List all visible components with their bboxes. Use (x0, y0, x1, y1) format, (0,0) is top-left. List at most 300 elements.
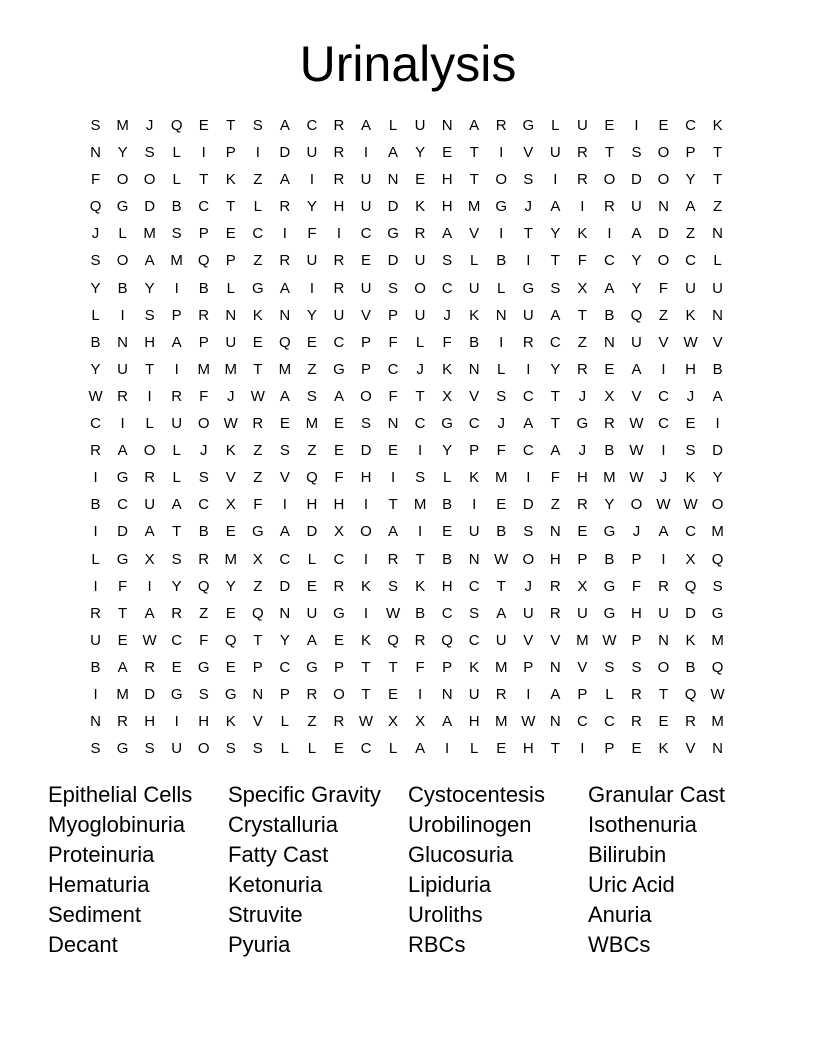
grid-letter[interactable]: J (578, 387, 587, 405)
grid-letter[interactable]: N (225, 306, 237, 324)
grid-letter[interactable]: T (172, 523, 182, 541)
grid-letter[interactable]: T (388, 658, 398, 676)
grid-letter[interactable]: S (388, 279, 399, 297)
grid-letter[interactable]: K (685, 306, 696, 324)
grid-letter[interactable]: F (415, 658, 425, 676)
grid-letter[interactable]: X (333, 523, 344, 541)
grid-letter[interactable]: D (144, 198, 156, 216)
grid-letter[interactable]: J (686, 387, 695, 405)
grid-letter[interactable]: B (415, 604, 426, 622)
grid-letter[interactable]: R (333, 713, 345, 731)
grid-letter[interactable]: P (333, 658, 344, 676)
grid-letter[interactable]: I (580, 740, 585, 758)
grid-letter[interactable]: P (631, 631, 642, 649)
grid-letter[interactable]: A (685, 198, 696, 216)
grid-letter[interactable]: T (361, 658, 371, 676)
grid-letter[interactable]: L (388, 117, 398, 134)
grid-letter[interactable]: K (225, 442, 236, 460)
grid-letter[interactable]: G (522, 117, 535, 134)
grid-letter[interactable]: X (415, 713, 426, 731)
grid-letter[interactable]: U (306, 604, 318, 622)
grid-letter[interactable]: S (171, 550, 182, 568)
grid-letter[interactable]: T (604, 144, 614, 162)
grid-letter[interactable]: A (144, 523, 155, 541)
grid-letter[interactable]: W (683, 333, 698, 351)
grid-letter[interactable]: P (442, 658, 453, 676)
grid-letter[interactable]: W (88, 387, 103, 405)
grid-letter[interactable]: G (116, 469, 129, 487)
grid-letter[interactable]: C (279, 550, 291, 568)
grid-letter[interactable]: K (685, 469, 696, 487)
grid-letter[interactable]: S (144, 144, 155, 162)
grid-letter[interactable]: Z (577, 333, 587, 351)
grid-letter[interactable]: X (604, 387, 615, 405)
grid-letter[interactable]: G (333, 604, 345, 622)
grid-letter[interactable]: R (414, 631, 426, 649)
grid-letter[interactable]: K (469, 306, 480, 324)
grid-letter[interactable]: W (629, 415, 644, 433)
grid-letter[interactable]: T (658, 685, 669, 703)
grid-letter[interactable]: H (441, 198, 453, 216)
grid-letter[interactable]: G (603, 523, 616, 541)
grid-letter[interactable]: K (658, 740, 669, 758)
grid-letter[interactable]: C (441, 604, 453, 622)
grid-letter[interactable]: S (631, 144, 642, 162)
grid-letter[interactable]: G (251, 279, 264, 297)
grid-letter[interactable]: C (468, 631, 480, 649)
grid-letter[interactable]: N (387, 171, 399, 189)
grid-letter[interactable]: W (223, 415, 238, 433)
grid-letter[interactable]: A (117, 442, 128, 460)
grid-letter[interactable]: T (253, 631, 263, 649)
grid-letter[interactable]: N (252, 685, 264, 703)
grid-letter[interactable]: L (551, 117, 560, 134)
grid-letter[interactable]: N (468, 550, 480, 568)
grid-letter[interactable]: R (414, 225, 426, 243)
grid-letter[interactable]: U (631, 333, 642, 351)
grid-letter[interactable]: S (604, 658, 615, 676)
grid-letter[interactable]: Q (224, 631, 237, 649)
grid-letter[interactable]: P (685, 144, 696, 162)
grid-letter[interactable]: P (360, 360, 371, 378)
grid-letter[interactable]: E (360, 252, 371, 270)
grid-letter[interactable]: C (549, 333, 561, 351)
grid-letter[interactable]: I (255, 144, 260, 162)
grid-letter[interactable]: W (629, 442, 644, 460)
grid-letter[interactable]: E (225, 523, 236, 541)
grid-letter[interactable]: I (418, 442, 423, 460)
grid-letter[interactable]: P (198, 333, 209, 351)
grid-letter[interactable]: Y (442, 442, 453, 460)
grid-letter[interactable]: T (577, 306, 587, 324)
grid-letter[interactable]: N (468, 360, 480, 378)
grid-letter[interactable]: U (171, 415, 183, 433)
grid-letter[interactable]: U (414, 306, 426, 324)
grid-letter[interactable]: A (415, 740, 426, 758)
grid-letter[interactable]: H (144, 333, 156, 351)
grid-letter[interactable]: O (657, 252, 670, 270)
grid-letter[interactable]: I (120, 415, 125, 433)
grid-letter[interactable]: K (225, 713, 236, 731)
grid-letter[interactable]: C (576, 713, 588, 731)
grid-letter[interactable]: B (604, 306, 615, 324)
grid-letter[interactable]: I (661, 442, 666, 460)
grid-letter[interactable]: A (144, 604, 155, 622)
grid-letter[interactable]: Y (90, 360, 101, 378)
grid-letter[interactable]: Z (253, 577, 263, 595)
grid-letter[interactable]: T (226, 198, 236, 216)
grid-letter[interactable]: F (253, 496, 263, 514)
grid-letter[interactable]: R (279, 198, 291, 216)
grid-letter[interactable]: M (413, 496, 427, 514)
grid-letter[interactable]: O (495, 171, 508, 189)
grid-letter[interactable]: A (496, 604, 507, 622)
grid-letter[interactable]: S (144, 740, 155, 758)
grid-letter[interactable]: Z (307, 713, 317, 731)
grid-letter[interactable]: L (497, 360, 506, 378)
grid-letter[interactable]: K (360, 631, 371, 649)
grid-letter[interactable]: I (445, 740, 450, 758)
grid-letter[interactable]: U (360, 198, 372, 216)
grid-letter[interactable]: A (442, 713, 453, 731)
grid-letter[interactable]: A (279, 171, 290, 189)
grid-letter[interactable]: M (278, 360, 292, 378)
grid-letter[interactable]: Q (630, 306, 643, 324)
grid-letter[interactable]: C (279, 658, 291, 676)
grid-letter[interactable]: R (495, 117, 507, 134)
grid-letter[interactable]: I (661, 360, 666, 378)
grid-letter[interactable]: H (522, 740, 534, 758)
grid-letter[interactable]: D (306, 523, 318, 541)
grid-letter[interactable]: M (494, 469, 508, 487)
grid-letter[interactable]: G (603, 604, 616, 622)
grid-letter[interactable]: W (710, 685, 725, 703)
grid-letter[interactable]: A (631, 360, 642, 378)
grid-letter[interactable]: N (279, 306, 291, 324)
grid-letter[interactable]: J (91, 225, 100, 243)
grid-letter[interactable]: J (632, 523, 641, 541)
grid-letter[interactable]: S (252, 740, 263, 758)
grid-letter[interactable]: V (631, 387, 642, 405)
grid-letter[interactable]: E (658, 713, 669, 731)
grid-letter[interactable]: K (469, 469, 480, 487)
grid-letter[interactable]: K (685, 631, 696, 649)
grid-letter[interactable]: Y (685, 171, 696, 189)
grid-letter[interactable]: I (93, 577, 98, 595)
grid-letter[interactable]: R (198, 306, 210, 324)
grid-letter[interactable]: M (494, 713, 508, 731)
grid-letter[interactable]: S (685, 442, 696, 460)
grid-letter[interactable]: Y (90, 279, 101, 297)
grid-letter[interactable]: I (93, 469, 98, 487)
grid-letter[interactable]: L (172, 171, 181, 189)
grid-letter[interactable]: N (441, 685, 453, 703)
grid-letter[interactable]: M (711, 631, 724, 649)
grid-letter[interactable]: F (199, 387, 209, 405)
grid-letter[interactable]: U (468, 523, 480, 541)
grid-letter[interactable]: M (603, 469, 616, 487)
grid-letter[interactable]: N (712, 306, 724, 324)
grid-letter[interactable]: A (631, 225, 642, 243)
grid-letter[interactable]: H (576, 469, 588, 487)
grid-letter[interactable]: S (198, 685, 209, 703)
grid-letter[interactable]: F (90, 171, 101, 189)
grid-letter[interactable]: S (360, 415, 371, 433)
grid-letter[interactable]: S (252, 117, 263, 134)
grid-letter[interactable]: S (306, 387, 317, 405)
grid-letter[interactable]: C (387, 360, 399, 378)
grid-letter[interactable]: S (388, 577, 399, 595)
grid-letter[interactable]: R (117, 713, 128, 731)
grid-letter[interactable]: N (603, 333, 615, 351)
grid-letter[interactable]: E (415, 171, 426, 189)
grid-letter[interactable]: J (497, 415, 505, 433)
grid-letter[interactable]: C (414, 415, 426, 433)
grid-letter[interactable]: V (252, 713, 263, 731)
grid-letter[interactable]: O (711, 496, 724, 514)
grid-letter[interactable]: E (333, 442, 344, 460)
grid-letter[interactable]: C (360, 740, 372, 758)
grid-letter[interactable]: B (604, 442, 615, 460)
grid-letter[interactable]: O (360, 387, 372, 405)
grid-letter[interactable]: R (90, 442, 101, 460)
grid-letter[interactable]: P (631, 550, 642, 568)
grid-letter[interactable]: O (657, 171, 670, 189)
grid-letter[interactable]: G (387, 225, 399, 243)
grid-letter[interactable]: Y (117, 144, 128, 162)
grid-letter[interactable]: I (526, 685, 531, 703)
grid-letter[interactable]: C (468, 415, 480, 433)
grid-letter[interactable]: L (388, 740, 398, 758)
grid-letter[interactable]: W (683, 496, 698, 514)
grid-letter[interactable]: K (415, 198, 426, 216)
grid-letter[interactable]: D (387, 252, 399, 270)
grid-letter[interactable]: E (117, 631, 128, 649)
grid-letter[interactable]: T (496, 577, 506, 595)
grid-letter[interactable]: C (333, 550, 345, 568)
grid-letter[interactable]: Y (171, 577, 182, 595)
grid-letter[interactable]: H (549, 550, 561, 568)
grid-letter[interactable]: V (279, 469, 290, 487)
grid-letter[interactable]: P (577, 685, 588, 703)
grid-letter[interactable]: O (414, 279, 426, 297)
grid-letter[interactable]: J (659, 469, 668, 487)
grid-letter[interactable]: G (116, 740, 129, 758)
grid-letter[interactable]: V (577, 658, 588, 676)
grid-letter[interactable]: N (658, 198, 669, 216)
grid-letter[interactable]: A (712, 387, 723, 405)
grid-letter[interactable]: K (252, 306, 263, 324)
grid-letter[interactable]: A (306, 631, 317, 649)
grid-letter[interactable]: G (522, 279, 535, 297)
grid-letter[interactable]: L (280, 713, 290, 731)
grid-letter[interactable]: N (90, 144, 101, 162)
grid-letter[interactable]: I (363, 496, 369, 514)
grid-letter[interactable]: Q (441, 631, 453, 649)
grid-letter[interactable]: C (522, 442, 534, 460)
grid-letter[interactable]: U (576, 117, 588, 134)
grid-letter[interactable]: F (307, 225, 317, 243)
grid-letter[interactable]: P (469, 442, 480, 460)
grid-letter[interactable]: B (90, 658, 101, 676)
grid-letter[interactable]: I (174, 279, 179, 297)
grid-letter[interactable]: U (333, 306, 345, 324)
grid-letter[interactable]: Z (253, 442, 263, 460)
grid-letter[interactable]: C (90, 415, 101, 433)
grid-letter[interactable]: S (469, 604, 480, 622)
grid-letter[interactable]: R (631, 713, 642, 731)
grid-letter[interactable]: T (226, 117, 236, 134)
grid-letter[interactable]: Y (712, 469, 723, 487)
grid-letter[interactable]: C (441, 279, 453, 297)
grid-letter[interactable]: F (388, 333, 398, 351)
grid-letter[interactable]: Z (550, 496, 560, 514)
grid-letter[interactable]: T (253, 360, 263, 378)
grid-letter[interactable]: I (120, 306, 125, 324)
grid-letter[interactable]: B (469, 333, 480, 351)
grid-letter[interactable]: R (333, 252, 345, 270)
grid-letter[interactable]: Q (387, 631, 399, 649)
grid-letter[interactable]: T (550, 740, 560, 758)
grid-letter[interactable]: I (363, 550, 369, 568)
grid-letter[interactable]: M (143, 225, 156, 243)
grid-letter[interactable]: O (143, 171, 156, 189)
grid-letter[interactable]: J (524, 198, 533, 216)
grid-letter[interactable]: E (496, 496, 507, 514)
grid-letter[interactable]: L (172, 469, 181, 487)
grid-letter[interactable]: S (90, 740, 101, 758)
grid-letter[interactable]: A (550, 306, 561, 324)
grid-letter[interactable]: U (468, 279, 480, 297)
grid-letter[interactable]: G (251, 523, 264, 541)
grid-letter[interactable]: X (442, 387, 453, 405)
grid-letter[interactable]: M (711, 713, 724, 731)
grid-letter[interactable]: G (116, 198, 129, 216)
grid-letter[interactable]: O (630, 496, 643, 514)
grid-letter[interactable]: I (418, 685, 423, 703)
grid-letter[interactable]: K (712, 117, 723, 134)
grid-letter[interactable]: S (523, 523, 534, 541)
grid-letter[interactable]: H (333, 496, 345, 514)
grid-letter[interactable]: A (171, 333, 182, 351)
grid-letter[interactable]: U (360, 279, 372, 297)
grid-letter[interactable]: E (442, 523, 453, 541)
grid-letter[interactable]: Y (144, 279, 155, 297)
grid-letter[interactable]: Q (251, 604, 264, 622)
grid-letter[interactable]: D (117, 523, 128, 541)
grid-letter[interactable]: W (358, 713, 374, 731)
grid-letter[interactable]: I (553, 171, 558, 189)
grid-letter[interactable]: I (93, 685, 98, 703)
grid-letter[interactable]: C (468, 577, 480, 595)
grid-letter[interactable]: T (415, 387, 425, 405)
grid-letter[interactable]: I (390, 469, 396, 487)
grid-letter[interactable]: D (658, 225, 669, 243)
grid-letter[interactable]: F (658, 279, 669, 297)
grid-letter[interactable]: D (387, 198, 399, 216)
grid-letter[interactable]: R (333, 171, 345, 189)
grid-letter[interactable]: T (199, 171, 209, 189)
grid-letter[interactable]: S (712, 577, 723, 595)
grid-letter[interactable]: V (469, 225, 480, 243)
grid-letter[interactable]: A (279, 279, 290, 297)
grid-letter[interactable]: B (604, 550, 615, 568)
grid-letter[interactable]: U (549, 144, 561, 162)
grid-letter[interactable]: J (199, 442, 208, 460)
grid-letter[interactable]: K (360, 577, 371, 595)
grid-letter[interactable]: P (523, 658, 534, 676)
grid-letter[interactable]: N (279, 604, 291, 622)
grid-letter[interactable]: B (117, 279, 128, 297)
grid-letter[interactable]: M (494, 658, 508, 676)
grid-letter[interactable]: G (495, 198, 508, 216)
grid-letter[interactable]: S (415, 469, 426, 487)
grid-letter[interactable]: C (658, 415, 669, 433)
grid-letter[interactable]: G (224, 685, 237, 703)
grid-letter[interactable]: N (90, 713, 101, 731)
grid-letter[interactable]: Y (631, 252, 642, 270)
grid-letter[interactable]: E (442, 144, 453, 162)
grid-letter[interactable]: C (658, 387, 669, 405)
grid-letter[interactable]: A (523, 415, 534, 433)
grid-letter[interactable]: N (549, 523, 561, 541)
grid-letter[interactable]: I (309, 279, 314, 297)
grid-letter[interactable]: C (685, 252, 696, 270)
grid-letter[interactable]: U (631, 198, 642, 216)
grid-letter[interactable]: Y (604, 496, 615, 514)
grid-letter[interactable]: H (441, 577, 453, 595)
grid-letter[interactable]: I (499, 225, 504, 243)
grid-letter[interactable]: Y (279, 631, 290, 649)
grid-letter[interactable]: T (469, 171, 479, 189)
grid-letter[interactable]: O (116, 252, 129, 270)
grid-letter[interactable]: R (576, 144, 588, 162)
grid-letter[interactable]: C (306, 117, 318, 134)
grid-letter[interactable]: N (712, 225, 724, 243)
grid-letter[interactable]: P (360, 333, 371, 351)
grid-letter[interactable]: E (306, 333, 317, 351)
grid-letter[interactable]: T (713, 144, 723, 162)
grid-letter[interactable]: S (144, 306, 155, 324)
grid-letter[interactable]: Q (170, 117, 183, 134)
grid-letter[interactable]: E (171, 658, 182, 676)
grid-letter[interactable]: L (253, 198, 262, 216)
grid-letter[interactable]: U (414, 117, 426, 134)
grid-letter[interactable]: A (171, 496, 182, 514)
grid-letter[interactable]: E (333, 740, 344, 758)
grid-letter[interactable]: A (388, 523, 399, 541)
grid-letter[interactable]: J (145, 117, 154, 134)
grid-letter[interactable]: V (712, 333, 723, 351)
grid-letter[interactable]: E (252, 333, 263, 351)
grid-letter[interactable]: T (550, 252, 560, 270)
grid-letter[interactable]: X (225, 496, 236, 514)
grid-letter[interactable]: O (143, 442, 156, 460)
grid-letter[interactable]: L (307, 740, 317, 758)
grid-letter[interactable]: R (333, 279, 345, 297)
grid-letter[interactable]: Q (279, 333, 291, 351)
grid-letter[interactable]: A (279, 117, 290, 134)
grid-letter[interactable]: U (495, 631, 507, 649)
grid-letter[interactable]: D (360, 442, 372, 460)
grid-letter[interactable]: D (685, 604, 696, 622)
grid-letter[interactable]: Y (415, 144, 426, 162)
grid-letter[interactable]: R (306, 685, 318, 703)
grid-letter[interactable]: R (631, 685, 642, 703)
grid-letter[interactable]: R (333, 117, 345, 134)
grid-letter[interactable]: C (252, 225, 264, 243)
grid-letter[interactable]: G (170, 685, 183, 703)
